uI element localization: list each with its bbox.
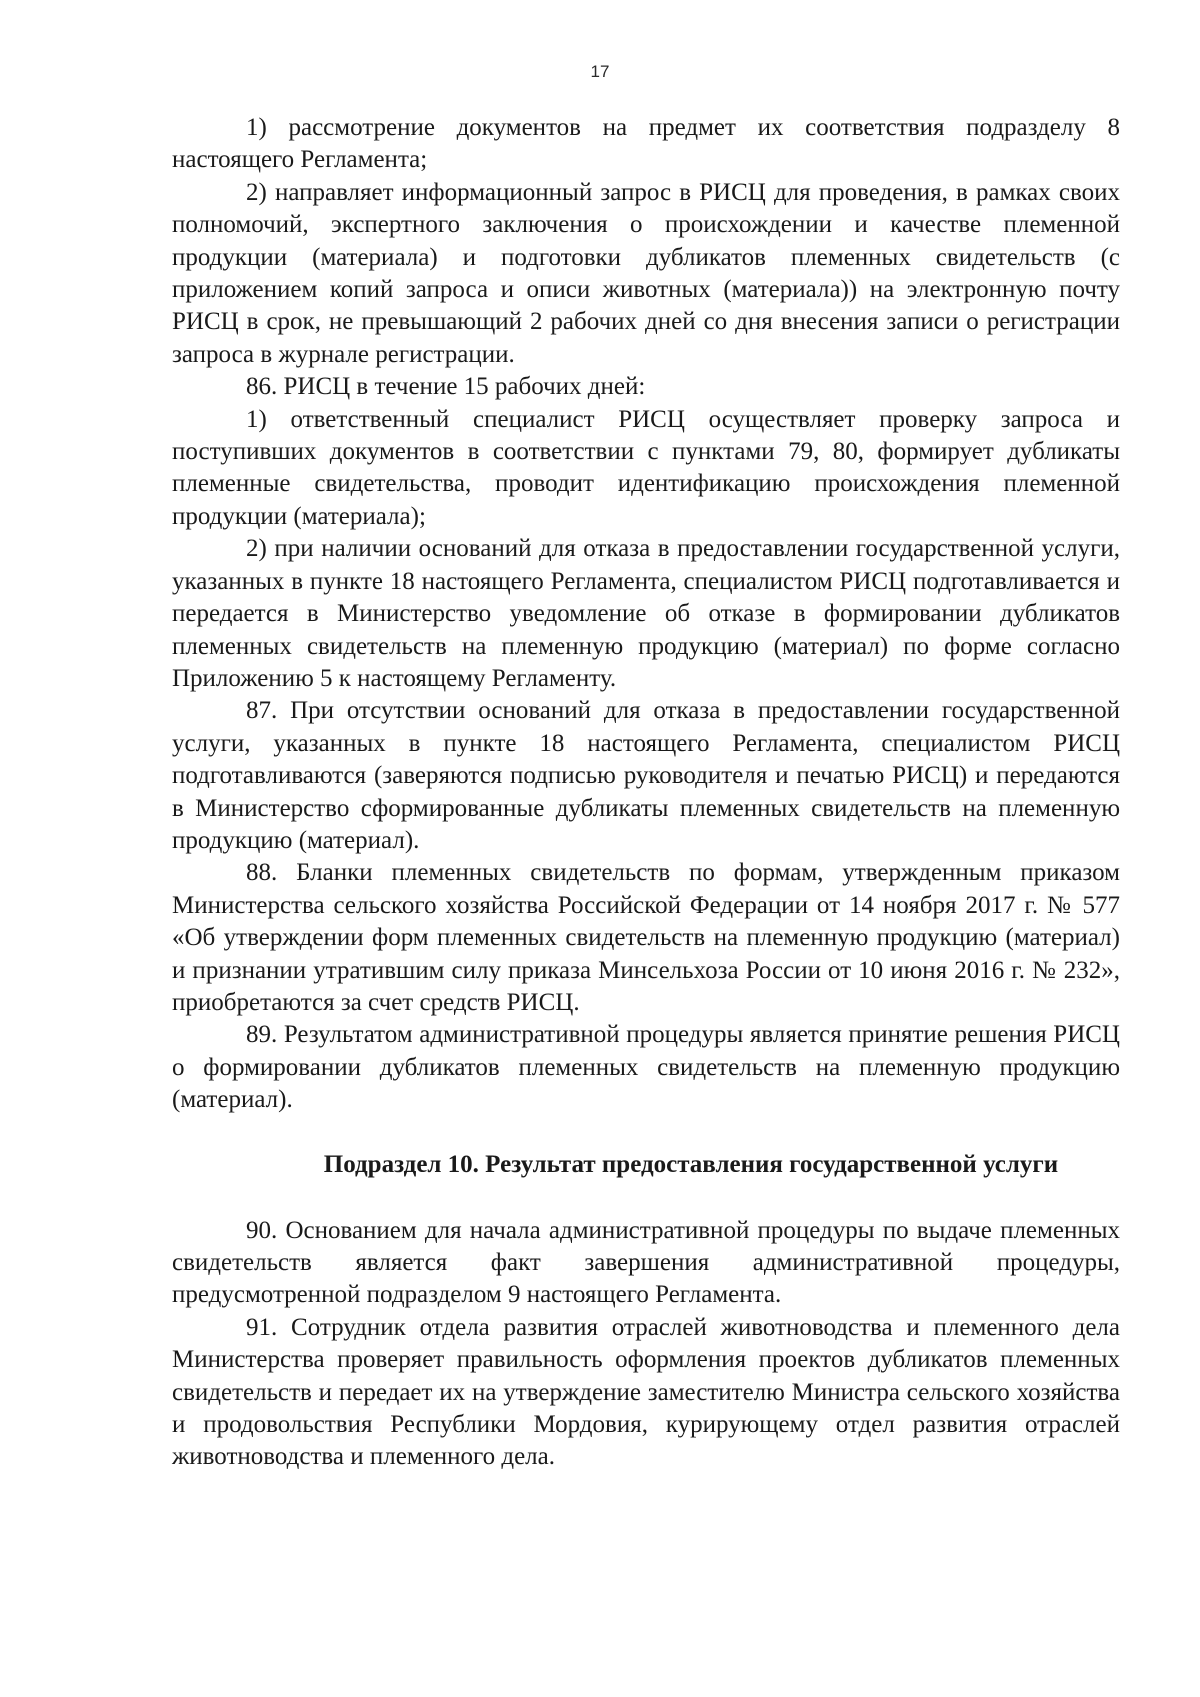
paragraph-91: 91. Сотрудник отдела развития отраслей животноводства и племенного дела Министерства проверяет правильность оформления проектов дубликатов племенных свидетельств и передает их на утверждение заместителю Министра сельского хозяйства и продовольствия Республики Мордовия, курирующему отдел развития отраслей животноводства и племенного дела. [172, 1313, 1120, 1471]
paragraph-87: 87. При отсутствии оснований для отказа в предоставлении государственной услуги, указанных в пункте 18 настоящего Регламента, специалистом РИСЦ подготавливаются (заверяются подписью руководителя и печатью РИСЦ) и передаются в Министерство сформированные дубликаты племенных свидетельств на племенную продукцию (материал). [172, 697, 1120, 854]
paragraph-item-1-review: 1) рассмотрение документов на предмет их соответствия подразделу 8 настоящего Регламента; [172, 114, 1120, 174]
paragraph-86-item-1: 1) ответственный специалист РИСЦ осуществляет проверку запроса и поступивших документов в соответствии с пунктами 79, 80, формирует дубликаты племенные свидетельства, проводит идентификацию происхождения племенной продукции (материала); [172, 405, 1120, 530]
page-number: 17 [590, 62, 610, 81]
paragraph-86-item-2: 2) при наличии оснований для отказа в предоставлении государственной услуги, указанных в пункте 18 настоящего Регламента, специалистом РИСЦ подготавливается и передается в Министерство уведомление об отказе в формировании дубликатов племенных свидетельств на племенную продукцию (материал) по форме согласно Приложению 5 к настоящему Регламенту. [172, 535, 1120, 692]
document-body [172, 112, 1120, 1474]
paragraph-item-2-request: 2) направляет информационный запрос в РИСЦ для проведения, в рамках своих полномочий, экспертного заключения о происхождении и качестве племенной продукции (материала) и подготовки дубликатов племенных свидетельств (с приложением копий запроса и описи животных (материала)) на электронную почту РИСЦ в срок, не превышающий 2 рабочих дней со дня внесения записи о регистрации запроса в журнале регистрации. [172, 178, 1120, 368]
section-heading: Подраздел 10. Результат предоставления государственной услуги [323, 1150, 1059, 1178]
paragraph-88: 88. Бланки племенных свидетельств по формам, утвержденным приказом Министерства сельского хозяйства Российской Федерации от 14 ноября 2017 г. № 577 «Об утверждении форм племенных свидетельств на племенную продукцию (материал) и признании утратившим силу приказа Минсельхоза России от 10 июня 2016 г. № 232», приобретаются за счет средств РИСЦ. [172, 859, 1120, 1016]
paragraph-86: 86. РИСЦ в течение 15 рабочих дней: [246, 373, 646, 401]
paragraph-89: 89. Результатом административной процедуры является принятие решения РИСЦ о формировании дубликатов племенных свидетельств на племенную продукцию (материал). [172, 1021, 1120, 1114]
paragraph-90: 90. Основанием для начала административной процедуры по выдаче племенных свидетельств является факт завершения административной процедуры, предусмотренной подразделом 9 настоящего Регламента. [172, 1216, 1120, 1309]
